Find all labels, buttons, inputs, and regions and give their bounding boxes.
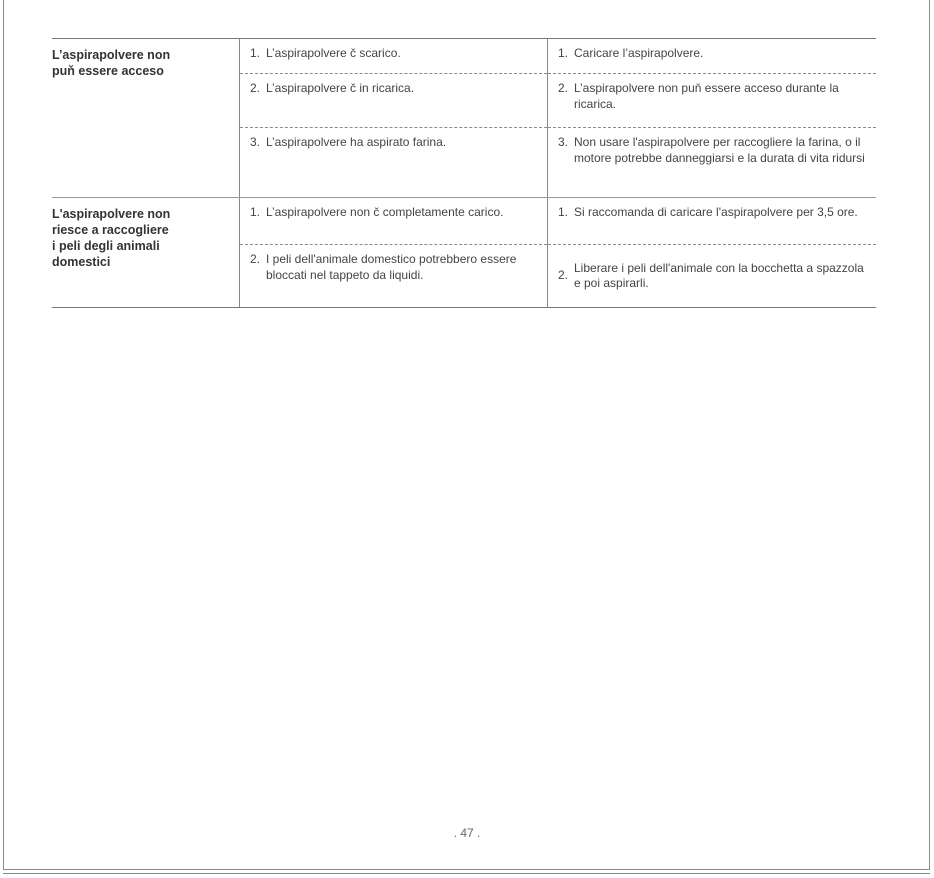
cause-cell bbox=[240, 244, 547, 307]
problem-group bbox=[52, 39, 876, 197]
cause-text: L’aspirapolvere non č completamente carico. bbox=[266, 205, 504, 219]
solution-number: 3. bbox=[558, 135, 569, 149]
cause-text: L’aspirapolvere č scarico. bbox=[266, 46, 401, 60]
cause-cell bbox=[240, 73, 547, 127]
solution-text: Si raccomanda di caricare l'aspirapolvere per 3,5 ore. bbox=[574, 205, 858, 219]
cause-column bbox=[239, 39, 547, 197]
solution-column bbox=[547, 39, 876, 197]
solution-cell bbox=[548, 198, 876, 244]
cause-number: 1. bbox=[250, 46, 261, 60]
cause-number: 2. bbox=[250, 252, 261, 266]
problem-group bbox=[52, 197, 876, 307]
cause-text: I peli dell'animale domestico potrebbero essere bloccati nel tappeto da liquidi. bbox=[266, 252, 517, 282]
solution-text: Caricare l’aspirapolvere. bbox=[574, 46, 704, 60]
cause-number: 2. bbox=[250, 81, 261, 95]
cause-column bbox=[239, 198, 547, 307]
cause-number: 3. bbox=[250, 135, 261, 149]
cause-text: L’aspirapolvere ha aspirato farina. bbox=[266, 135, 447, 149]
solution-text: Non usare l'aspirapolvere per raccogliere la farina, o il motore potrebbe danneggiarsi e la durata di vita ridursi bbox=[574, 135, 865, 165]
cause-number: 1. bbox=[250, 205, 261, 219]
solution-cell bbox=[548, 39, 876, 73]
cause-cell bbox=[240, 127, 547, 197]
solution-text: Liberare i peli dell'animale con la bocchetta a spazzola e poi aspirarli. bbox=[574, 260, 864, 290]
solution-number: 2. bbox=[558, 81, 569, 95]
solution-number: 1. bbox=[558, 205, 569, 219]
cause-cell bbox=[240, 39, 547, 73]
problem-label: L’aspirapolvere non puň essere acceso bbox=[52, 48, 171, 78]
solution-column bbox=[547, 198, 876, 307]
cause-text: L’aspirapolvere č in ricarica. bbox=[266, 81, 415, 95]
solution-cell bbox=[548, 73, 876, 127]
solution-cell bbox=[548, 127, 876, 197]
page-bottom-rule bbox=[3, 873, 930, 874]
page-number: . 47 . bbox=[453, 826, 481, 840]
troubleshooting-table bbox=[52, 38, 876, 308]
solution-text: L’aspirapolvere non puň essere acceso durante la ricarica. bbox=[574, 81, 839, 111]
solution-number: 1. bbox=[558, 46, 569, 60]
solution-cell bbox=[548, 244, 876, 307]
solution-number: 2. bbox=[558, 268, 569, 283]
cause-cell bbox=[240, 198, 547, 244]
problem-label: L'aspirapolvere non riesce a raccogliere i peli degli animali domestici bbox=[52, 207, 171, 269]
